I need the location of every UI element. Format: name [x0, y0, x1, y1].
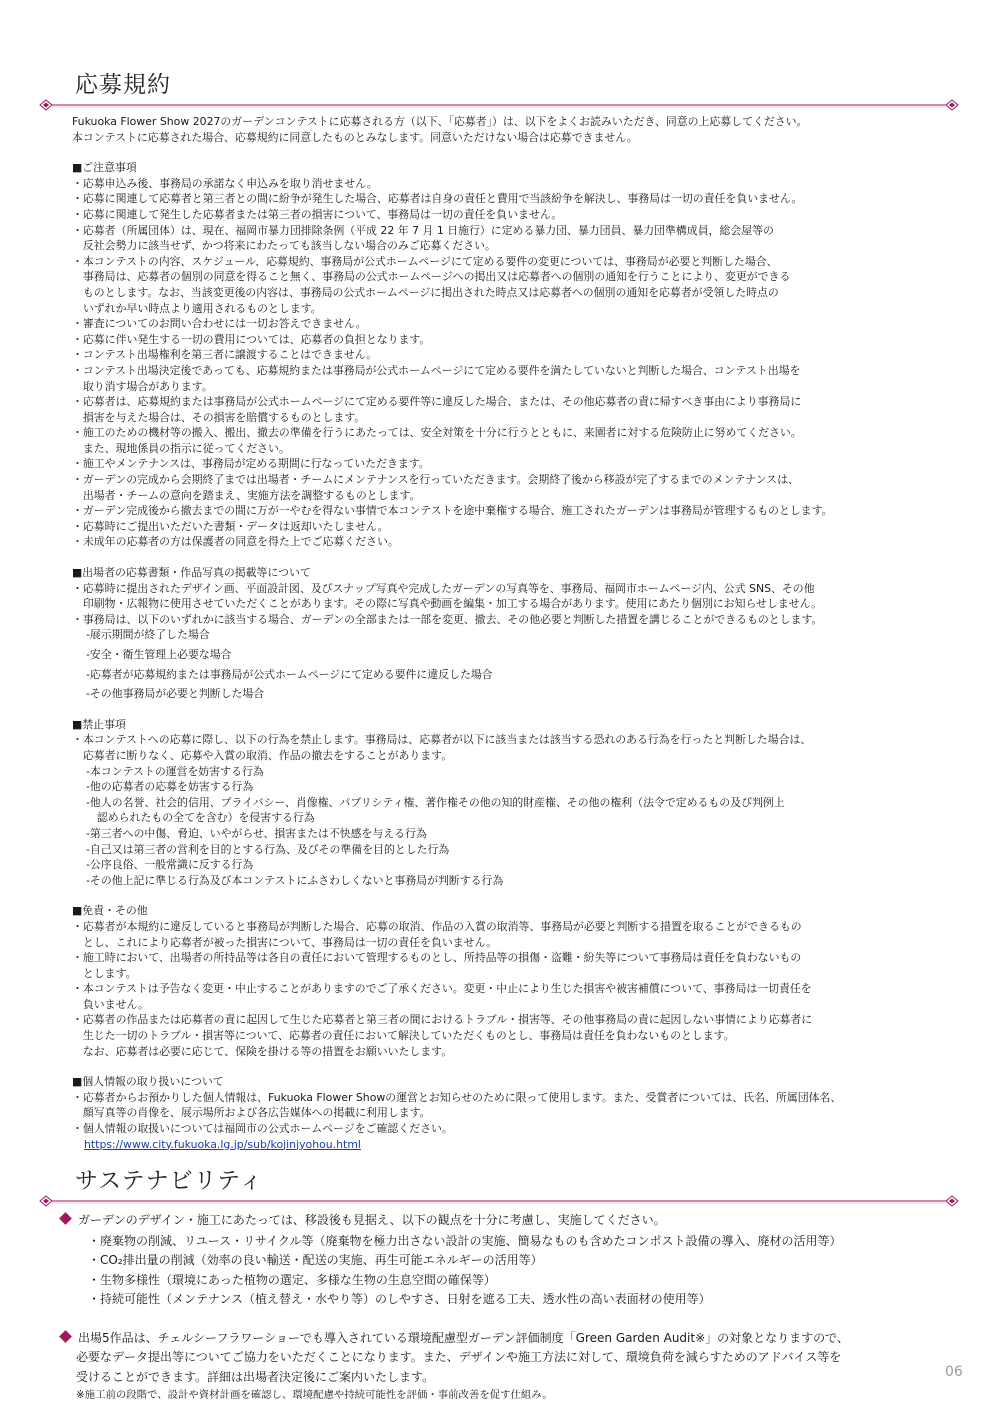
sustainability-bullet: ・CO₂排出量の削減（効率の良い輸送・配送の実施、再生可能エネルギーの活用等）	[88, 1253, 543, 1267]
rules-heading: 応募規約	[75, 72, 171, 98]
section-title: ■免責・その他	[72, 904, 148, 918]
rule-line: ・応募に関連して発生した応募者または第三者の損害について、事務局は一切の責任を負いません。	[72, 207, 563, 221]
rule-line: ・本コンテストへの応募に際し、以下の行為を禁止します。事務局は、応募者が以下に該当または該当する恐れのある行為を行ったと判断した場合は、	[72, 733, 812, 747]
sub-item: -その他事務局が必要と判断した場合	[86, 687, 265, 701]
sub-item: -公序良俗、一般常識に反する行為	[86, 858, 254, 872]
rule-line: 出場者・チームの意向を踏まえ、実施方法を調整するものとします。	[72, 488, 421, 502]
rule-line: とします。	[72, 966, 137, 980]
footnote: ※施工前の段階で、設計や資材計画を確認し、環境配慮や持続可能性を評価・事前改善を促す仕組み。	[76, 1389, 553, 1401]
rule-line: いずれか早い時点より適用されるものとします。	[72, 301, 322, 315]
sustainability-point-1	[58, 1211, 958, 1231]
rule-line: ・未成年の応募者の方は保護者の同意を得た上でご応募ください。	[72, 535, 399, 549]
sustainability-bullet: ・生物多様性（環境にあった植物の選定、多様な生物の生息空間の確保等）	[88, 1272, 496, 1287]
rule-line: ・本コンテストの内容、スケジュール、応募規約、事務局が公式ホームページにて定める要件の変更については、事務局が必要と判断した場合、	[72, 254, 778, 268]
rule-line: ・本コンテストは予告なく変更・中止することがありますのでご了承ください。変更・中止により生じた損害や被害補償について、事務局は一切責任を	[72, 982, 812, 996]
cautions-section	[72, 160, 967, 550]
rule-line: また、現地係員の指示に従ってください。	[72, 441, 290, 455]
rule-line: ・施工やメンテナンスは、事務局が定める期間に行なっていただきます。	[72, 457, 430, 471]
sub-item: -展示期間が終了した場合	[86, 628, 210, 642]
rule-line: ・審査についてのお問い合わせには一切お答えできません。	[72, 317, 367, 331]
sustainability-heading: サステナビリティ	[75, 1168, 264, 1194]
rule-line: ・応募者が本規約に違反していると事務局が判断した場合、応募の取消、作品の入賞の取消等、事務局が必要と判断する措置を取ることができるもの	[72, 919, 802, 933]
rule-line: ・応募に伴い発生する一切の費用については、応募者の負担となります。	[72, 332, 431, 346]
sub-item: -その他上記に準じる行為及び本コンテストにふさわしくないと事務局が判断する行為	[86, 873, 504, 887]
section-title: ■個人情報の取り扱いについて	[72, 1075, 224, 1089]
sub-item: -応募者が応募規約または事務局が公式ホームページにて定める要件に違反した場合	[86, 667, 493, 681]
rule-line: なお、応募者は必要に応じて、保険を掛ける等の措置をお願いいたします。	[72, 1044, 453, 1058]
privacy-url-link[interactable]: https://www.city.fukuoka.lg.jp/sub/kojinjyohou.html	[84, 1137, 361, 1151]
rule-line: 取り消す場合があります。	[72, 379, 213, 393]
rule-line: ・応募者は、応募規約または事務局が公式ホームページにて定める要件等に違反した場合、または、その他応募者の責に帰すべき事由により事務局に	[72, 395, 802, 409]
page-number: 06	[945, 1364, 963, 1380]
intro	[72, 114, 967, 145]
sub-item: 認められたもの全てを含む）を侵害する行為	[86, 811, 315, 825]
sustainability-point-2	[58, 1329, 958, 1349]
rule-line: ・応募者の作品または応募者の責に起因して生じた応募者と第三者の間におけるトラブル・損害等、その他事務局の責に起因しない事情により応募者に	[72, 1013, 813, 1027]
rule-line: 顔写真等の肖像を、展示場所および各広告媒体への掲載に利用します。	[72, 1106, 431, 1120]
section-title: ■ご注意事項	[72, 161, 137, 175]
sub-item: -自己又は第三者の営利を目的とする行為、及びその準備を目的とした行為	[86, 842, 450, 856]
rule-line: 印刷物・広報物に使用させていただくことがあります。その際に写真や動画を編集・加工する場合があります。使用にあたり個別にお知らせしません。	[72, 597, 823, 611]
rule-line: ・コンテスト出場権利を第三者に譲渡することはできません。	[72, 348, 378, 362]
rule-line: ものとします。なお、当該変更後の内容は、事務局の公式ホームページに掲出された時点又は応募者への個別の通知を応募者が受領した時点の	[72, 285, 779, 299]
sustainability-body	[58, 1211, 958, 1403]
diamond-bullet-icon	[59, 1330, 72, 1343]
rule-line: ・応募時に提出されたデザイン画、平面設計図、及びスナップ写真や完成したガーデンの写真等を、事務局、福岡市ホームページ内、公式 SNS、その他	[72, 581, 815, 595]
rule-line: 応募者に断りなく、応募や入賞の取消、作品の撤去をすることがあります。	[72, 748, 453, 762]
sub-item: -第三者への中傷、脅迫、いやがらせ、損害または不快感を与える行為	[86, 826, 427, 840]
rule-line: とし、これにより応募者が被った損害について、事務局は一切の責任を負いません。	[72, 935, 497, 949]
section-title: ■出場者の応募書類・作品写真の掲載等について	[72, 566, 311, 580]
rule-line: 反社会勢力に該当せず、かつ将来にわたっても該当しない場合のみご応募ください。	[72, 239, 496, 253]
section-title: ■禁止事項	[72, 717, 126, 731]
heading-divider	[38, 98, 960, 112]
rule-line: 生じた一切のトラブル・損害等について、応募者の責任において解決していただくものとし、事務局は責任を負わないものとします。	[72, 1029, 735, 1043]
rule-line: ・施工時において、出場者の所持品等は各自の責任において管理するものとし、所持品等の損傷・盗難・紛失等について事務局は責任を負わないもの	[72, 951, 802, 965]
point-text: 出場5作品は、チェルシーフラワーショーでも導入されている環境配慮型ガーデン評価制度「Green Garden Audit※」の対象となりますので、	[78, 1330, 849, 1345]
rule-line: ・施工のための機材等の搬入、搬出、撤去の準備を行うにあたっては、安全対策を十分に行うとともに、来園者に対する危険防止に努めてください。	[72, 426, 802, 440]
rules-body	[72, 114, 967, 1152]
rule-line: ・個人情報の取扱いについては福岡市の公式ホームページをご確認ください。	[72, 1122, 453, 1136]
rule-line: ・ガーデンの完成から会期終了までは出場者・チームにメンテナンスを行っていただきます。会期終了後から移設が完了するまでのメンテナンスは、	[72, 473, 799, 487]
point-text: ガーデンのデザイン・施工にあたっては、移設後も見据え、以下の観点を十分に考慮し、実施してください。	[78, 1213, 666, 1227]
sub-item: -安全・衛生管理上必要な場合	[86, 648, 232, 661]
publication-section	[72, 565, 967, 702]
sub-item: -他人の名誉、社会的信用、プライバシー、肖像権、パブリシティ権、著作権その他の知的財産権、その他の権利（法令で定めるもの及び判例上	[86, 795, 785, 809]
rule-line: 損害を与えた場合は、その損害を賠償するものとします。	[72, 410, 366, 424]
prohibited-section	[72, 717, 967, 889]
disclaimer-section	[72, 903, 967, 1059]
sustainability-bullet: ・持続可能性（メンテナンス（植え替え・水やり等）のしやすさ、日射を遮る工夫、透水性の高い表面材の使用等）	[88, 1292, 711, 1306]
rule-line: ・応募申込み後、事務局の承諾なく申込みを取り消せません。	[72, 176, 378, 190]
intro-line: 本コンテストに応募された場合、応募規約に同意したものとみなします。同意いただけない場合は応募できません。	[72, 130, 638, 144]
rule-line: ・応募者（所属団体）は、現在、福岡市暴力団排除条例（平成 22 年 7 月 1 日施行）に定める暴力団、暴力団員、暴力団準構成員，総会屋等の	[72, 223, 774, 237]
intro-line: Fukuoka Flower Show 2027のガーデンコンテストに応募される方（以下、「応募者」）は、以下をよくお読みいただき、同意の上応募してください。	[72, 115, 808, 128]
rule-line: ・応募者からお預かりした個人情報は、Fukuoka Flower Showの運営とお知らせのために限って使用します。また、受賞者については、氏名、所属団体名、	[72, 1090, 842, 1104]
rule-line: ・応募に関連して応募者と第三者との間に紛争が発生した場合、応募者は自身の責任と費用で当該紛争を解決し、事務局は一切の責任を負いません。	[72, 192, 803, 206]
sub-item: -他の応募者の応募を妨害する行為	[86, 780, 254, 794]
rule-line: ・コンテスト出場決定後であっても、応募規約または事務局が公式ホームページにて定める要件を満たしていないと判断した場合、コンテスト出場を	[72, 363, 801, 377]
heading-divider	[38, 1194, 960, 1208]
rule-line: ・ガーデン完成後から撤去までの間に万が一やむを得ない事情で本コンテストを途中棄権する場合、施工されたガーデンは事務局が管理するものとします。	[72, 504, 833, 518]
sustainability-bullet: ・廃棄物の削減、リユース・リサイクル等（廃棄物を極力出さない設計の実施、簡易なものも含めたコンポスト設備の導入、廃材の活用等）	[88, 1233, 842, 1248]
diamond-bullet-icon	[59, 1212, 72, 1225]
privacy-section	[72, 1074, 967, 1152]
point-text-continued: 必要なデータ提出等についてご協力をいただくことになります。また、デザインや施工方法に対して、環境負荷を減らすためのアドバイス等を	[76, 1350, 842, 1364]
rule-line: 負いません。	[72, 997, 149, 1011]
rule-line: ・応募時にご提出いただいた書類・データは返却いたしません。	[72, 519, 389, 533]
sub-item: -本コンテストの運営を妨害する行為	[86, 764, 264, 778]
rule-line: 事務局は、応募者の個別の同意を得ること無く、事務局の公式ホームページへの掲出又は応募者への個別の通知を行うことにより、変更ができる	[72, 270, 791, 284]
rule-line: ・事務局は、以下のいずれかに該当する場合、ガーデンの全部または一部を変更、撤去、その他必要と判断した措置を講じることができるものとします。	[72, 612, 823, 626]
point-text-continued: 受けることができます。詳細は出場者決定後にご案内いたします。	[76, 1369, 435, 1384]
